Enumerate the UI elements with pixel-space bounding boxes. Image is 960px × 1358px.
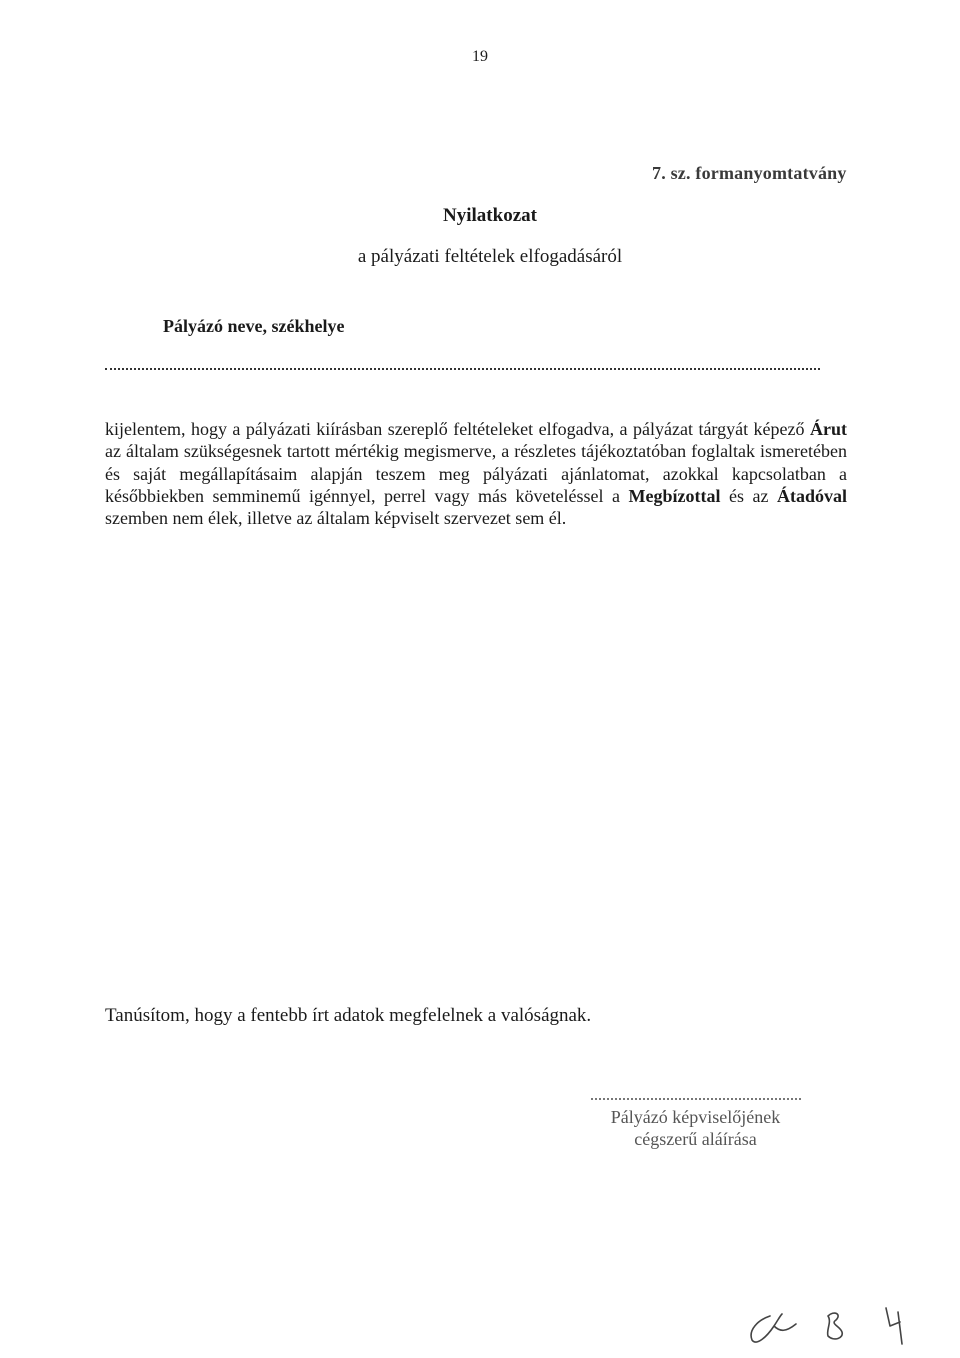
certification-statement: Tanúsítom, hogy a fentebb írt adatok megfelelnek a valóságnak. bbox=[105, 1005, 592, 1026]
declaration-text-4: szemben nem élek, illetve az általam képviselt szervezet sem él. bbox=[105, 508, 567, 529]
initial-mark-3 bbox=[886, 1308, 902, 1344]
document-subtitle: a pályázati feltételek elfogadásáról bbox=[357, 246, 623, 267]
declaration-megbizottal: Megbízottal bbox=[628, 485, 721, 506]
initial-mark-1 bbox=[751, 1314, 796, 1342]
declaration-text-3: és az bbox=[720, 485, 777, 506]
initial-mark-2 bbox=[828, 1313, 843, 1339]
signature-line bbox=[591, 1098, 801, 1100]
form-number: 7. sz. formanyomtatvány bbox=[652, 163, 847, 183]
declaration-text-2: az általam szükségesnek tartott mértékig megismerve, a részletes tájékoztatóban foglaltak ismeretében és saját megállapításaim alapján teszem meg pályázati ajánlatomat, azokkal kapcsolatban a későbbiekben semminemű igénnyel, perrel vagy más követeléssel a bbox=[105, 441, 847, 506]
signature-caption-line2: cégszerű aláírása bbox=[634, 1129, 757, 1149]
page-number: 19 bbox=[472, 48, 488, 65]
document-title: Nyilatkozat bbox=[443, 205, 537, 226]
declaration-paragraph bbox=[105, 418, 847, 529]
signature-caption-line1: Pályázó képviselőjének bbox=[610, 1107, 781, 1127]
applicant-name-fill-line bbox=[105, 368, 820, 370]
declaration-arut: Árut bbox=[810, 419, 847, 439]
declaration-atadoval: Átadóval bbox=[776, 485, 847, 506]
signature-block bbox=[588, 1098, 803, 1150]
handwritten-initials bbox=[730, 1280, 930, 1350]
declaration-text-1: kijelentem, hogy a pályázati kiírásban szereplő feltételeket elfogadva, a pályázat tárgyát képező bbox=[105, 419, 810, 439]
applicant-name-label: Pályázó neve, székhelye bbox=[163, 316, 345, 336]
